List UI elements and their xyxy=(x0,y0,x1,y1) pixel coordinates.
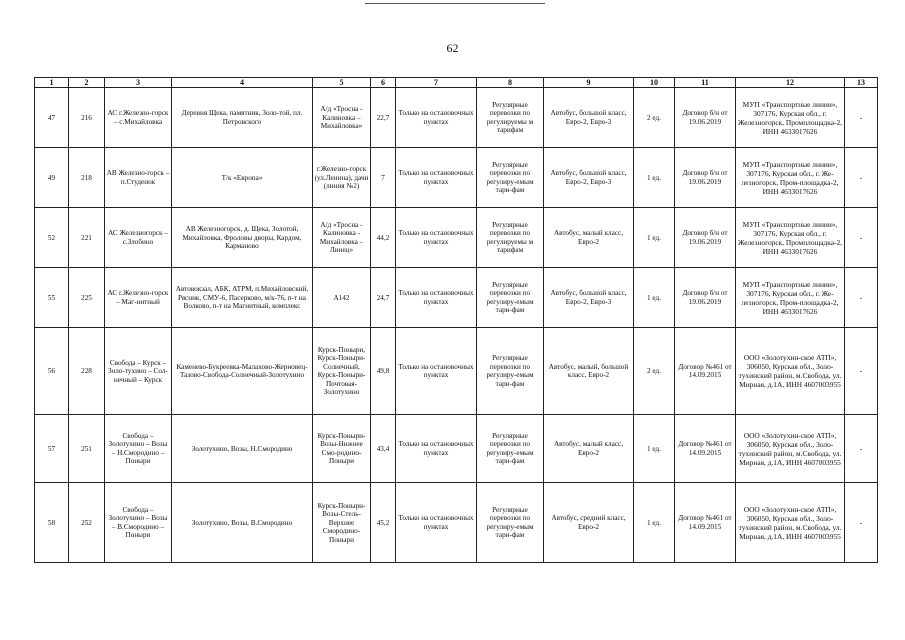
length-cell: 22,7 xyxy=(371,88,396,148)
route-number-cell: 252 xyxy=(69,483,105,563)
contract-cell: Договор б/н от 19.06.2019 xyxy=(675,268,736,328)
route-name-cell: АС г.Железно-горск – с.Михайловка xyxy=(105,88,172,148)
route-name-cell: Свобода – Золотухино – Возы – В.Смородино – Поныри xyxy=(105,483,172,563)
length-cell: 49,8 xyxy=(371,328,396,415)
vehicle-cell: Автобус, малый, большой класс, Евро-2 xyxy=(544,328,634,415)
contract-cell: Договор №461 от 14.09.2015 xyxy=(675,483,736,563)
col-header-9: 9 xyxy=(544,78,634,88)
reg-number-cell: 55 xyxy=(35,268,69,328)
transport-type-cell: Регулярные перевозки по регулируемы м тарифам xyxy=(477,88,544,148)
transport-type-cell: Регулярные перевозки по регулиру-емым тари-фам xyxy=(477,148,544,208)
extra-cell: - xyxy=(845,328,878,415)
route-number-cell: 218 xyxy=(69,148,105,208)
route-number-cell: 216 xyxy=(69,88,105,148)
table-row xyxy=(35,328,878,415)
col-header-8: 8 xyxy=(477,78,544,88)
vehicle-cell: Автобус, большой класс, Евро-2, Евро-3 xyxy=(544,88,634,148)
vehicle-count-cell: 2 ед. xyxy=(634,88,675,148)
boarding-cell: Только на остановочных пунктах xyxy=(396,483,477,563)
route-number-cell: 228 xyxy=(69,328,105,415)
stops-cell: Автовокзал, АБК, АТРМ, п.Михайловский, Рясник, СМУ-6, Пасерково, м/к-76, п-т на Волково, п-т на Магнитный, комплекс xyxy=(172,268,313,328)
contract-cell: Договор б/н от 19.06.2019 xyxy=(675,148,736,208)
reg-number-cell: 56 xyxy=(35,328,69,415)
length-cell: 7 xyxy=(371,148,396,208)
reg-number-cell: 57 xyxy=(35,415,69,483)
col-header-7: 7 xyxy=(396,78,477,88)
table-row xyxy=(35,268,878,328)
col-header-10: 10 xyxy=(634,78,675,88)
extra-cell: - xyxy=(845,415,878,483)
contract-cell: Договор б/н от 19.06.2019 xyxy=(675,88,736,148)
streets-cell: А142 xyxy=(313,268,371,328)
route-number-cell: 221 xyxy=(69,208,105,268)
vehicle-count-cell: 1 ед. xyxy=(634,268,675,328)
reg-number-cell: 52 xyxy=(35,208,69,268)
route-name-cell: Свобода – Курск – Золо-тухино – Сол-нечный – Курск xyxy=(105,328,172,415)
reg-number-cell: 47 xyxy=(35,88,69,148)
vehicle-count-cell: 1 ед. xyxy=(634,483,675,563)
col-header-5: 5 xyxy=(313,78,371,88)
vehicle-cell: Автобус, большой класс, Евро-2, Евро-3 xyxy=(544,268,634,328)
boarding-cell: Только на остановочных пунктах xyxy=(396,208,477,268)
stops-cell: Каменево-Букреевка-Малахово-Жерновец-Тазово-Свобода-Солнечный-Золотухино xyxy=(172,328,313,415)
carrier-cell: МУП «Транспортные линии», 307176, Курская обл., г. Же-лезногорск, Пром-площадка-2, ИНН 4633017626 xyxy=(736,268,845,328)
col-header-1: 1 xyxy=(35,78,69,88)
length-cell: 44,2 xyxy=(371,208,396,268)
reg-number-cell: 49 xyxy=(35,148,69,208)
boarding-cell: Только на остановочных пунктах xyxy=(396,88,477,148)
route-name-cell: АВ Железно-горск – п.Студенок xyxy=(105,148,172,208)
col-header-6: 6 xyxy=(371,78,396,88)
stops-cell: Деревня Щека, памятник, Золо-той, пл. Петровского xyxy=(172,88,313,148)
transport-type-cell: Регулярные перевозки по регулиру-емым тари-фам xyxy=(477,328,544,415)
vehicle-count-cell: 2 ед. xyxy=(634,328,675,415)
route-name-cell: АС Железногорск – с.Злобино xyxy=(105,208,172,268)
boarding-cell: Только на остановочных пунктах xyxy=(396,328,477,415)
vehicle-cell: Автобус, малый класс, Евро-2 xyxy=(544,415,634,483)
carrier-cell: ООО «Золотухин-ское АТП», 306050, Курская обл., Золо-тухинский район, м.Свобода, ул. Мирная, д.1А, ИНН 4607003955 xyxy=(736,328,845,415)
boarding-cell: Только на остановочных пунктах xyxy=(396,415,477,483)
stops-cell: АВ Железногорск, д. Щека, Золотой, Михайловка, Фроловы дворы, Кардом, Карманово xyxy=(172,208,313,268)
streets-cell: А/д «Тросна - Калиновка – Михайловка» xyxy=(313,88,371,148)
length-cell: 45,2 xyxy=(371,483,396,563)
vehicle-count-cell: 1 ед. xyxy=(634,208,675,268)
boarding-cell: Только на остановочных пунктах xyxy=(396,148,477,208)
table-row xyxy=(35,88,878,148)
carrier-cell: МУП «Транспортные линии», 307176, Курская обл., г. Же-лезногорск, Пром-площадка-2, ИНН 4633017626 xyxy=(736,148,845,208)
vehicle-cell: Автобус, малый класс, Евро-2 xyxy=(544,208,634,268)
transport-type-cell: Регулярные перевозки по регулиру-емым тари-фам xyxy=(477,483,544,563)
vehicle-cell: Автобус, большой класс, Евро-2, Евро-3 xyxy=(544,148,634,208)
vehicle-count-cell: 1 ед. xyxy=(634,148,675,208)
route-name-cell: Свобода – Золотухино – Возы – Н.Смородино – Поныри xyxy=(105,415,172,483)
table-row xyxy=(35,208,878,268)
extra-cell: - xyxy=(845,88,878,148)
extra-cell: - xyxy=(845,208,878,268)
streets-cell: Курск-Поныри-Возы-Стель-Верхнее Смородино-Поныри xyxy=(313,483,371,563)
page-number: 62 xyxy=(446,41,459,55)
extra-cell: - xyxy=(845,148,878,208)
table-row xyxy=(35,415,878,483)
vehicle-count-cell: 1 ед. xyxy=(634,415,675,483)
stops-cell: Т/к «Европа» xyxy=(172,148,313,208)
reg-number-cell: 58 xyxy=(35,483,69,563)
carrier-cell: ООО «Золотухин-ское АТП», 306050, Курская обл., Золо-тухинский район, м.Свобода, ул. Мирная, д.1А, ИНН 4607003955 xyxy=(736,483,845,563)
col-header-4: 4 xyxy=(172,78,313,88)
route-number-cell: 225 xyxy=(69,268,105,328)
contract-cell: Договор б/н от 19.06.2019 xyxy=(675,208,736,268)
contract-cell: Договор №461 от 14.09.2015 xyxy=(675,328,736,415)
transport-type-cell: Регулярные перевозки по регулируемы м тарифам xyxy=(477,208,544,268)
transport-type-cell: Регулярные перевозки по регулиру-емым тари-фам xyxy=(477,415,544,483)
carrier-cell: МУП «Транспортные линии», 307176, Курская обл., г. Железногорск, Промплощадка-2, ИНН 4633017626 xyxy=(736,208,845,268)
route-number-cell: 251 xyxy=(69,415,105,483)
carrier-cell: МУП «Транспортные линии», 307176, Курская обл., г. Железногорск, Промплощадка-2, ИНН 4633017626 xyxy=(736,88,845,148)
streets-cell: Курск-Поныри-Возы-Нижнее Смо-родино-Поныри xyxy=(313,415,371,483)
vehicle-cell: Автобус, средний класс, Евро-2 xyxy=(544,483,634,563)
boarding-cell: Только на остановочных пунктах xyxy=(396,268,477,328)
streets-cell: А/д «Тросна - Калиновка - Михайловка – Линец» xyxy=(313,208,371,268)
route-name-cell: АС г.Железно-горск – Маг-нитный xyxy=(105,268,172,328)
streets-cell: Курск-Поныри, Курск-Поныри-Солнечный, Курск-Поныри-Почтовая-Золотухино xyxy=(313,328,371,415)
col-header-11: 11 xyxy=(675,78,736,88)
header-row xyxy=(35,78,878,88)
stops-cell: Золотухино, Возы, Н.Смородино xyxy=(172,415,313,483)
length-cell: 24,7 xyxy=(371,268,396,328)
top-rule xyxy=(365,3,545,4)
streets-cell: г.Железно-горск (ул.Ленина), дачи (линия №2) xyxy=(313,148,371,208)
col-header-2: 2 xyxy=(69,78,105,88)
table-row xyxy=(35,148,878,208)
transport-type-cell: Регулярные перевозки по регулиру-емым тари-фам xyxy=(477,268,544,328)
col-header-12: 12 xyxy=(736,78,845,88)
extra-cell: - xyxy=(845,483,878,563)
col-header-3: 3 xyxy=(105,78,172,88)
extra-cell: - xyxy=(845,268,878,328)
contract-cell: Договор №461 от 14.09.2015 xyxy=(675,415,736,483)
carrier-cell: ООО «Золотухин-ское АТП», 306050, Курская обл., Золо-тухинский район, м.Свобода, ул. Мирная, д.1А, ИНН 4607003955 xyxy=(736,415,845,483)
col-header-13: 13 xyxy=(845,78,878,88)
stops-cell: Золотухино, Возы, В.Смородино xyxy=(172,483,313,563)
length-cell: 43,4 xyxy=(371,415,396,483)
table-row xyxy=(35,483,878,563)
routes-table xyxy=(34,77,878,563)
